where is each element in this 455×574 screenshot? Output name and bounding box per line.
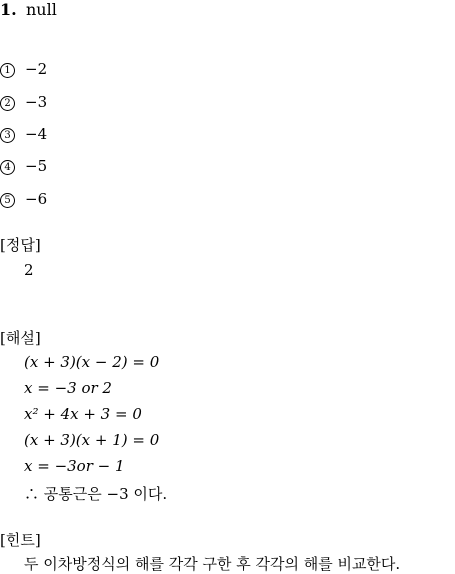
choice-value: −4: [25, 125, 48, 143]
hint-label: [힌트]: [0, 531, 41, 549]
solution-line-1: (x + 3)(x − 2) = 0: [24, 353, 160, 371]
solution-line-4: (x + 3)(x + 1) = 0: [24, 431, 160, 449]
choice-value: −2: [25, 60, 48, 78]
choice-value: −6: [25, 190, 48, 208]
circled-number-5: 5: [0, 193, 15, 208]
solution-line-5: x = −3or − 1: [24, 457, 125, 475]
solution-label: [해설]: [0, 329, 41, 347]
circled-number-4: 4: [0, 160, 15, 175]
choice-4[interactable]: [0, 157, 47, 176]
circled-number-1: 1: [0, 63, 15, 78]
solution-line-2: x = −3 or 2: [24, 379, 112, 397]
circled-number-2: 2: [0, 96, 15, 111]
hint-text: 두 이차방정식의 해를 각각 구한 후 각각의 해를 비교한다.: [24, 555, 401, 573]
question-text: null: [26, 0, 57, 19]
choice-3[interactable]: [0, 125, 47, 144]
answer-value: 2: [24, 261, 34, 279]
choice-1[interactable]: [0, 60, 47, 79]
question-number: 1.: [0, 0, 17, 19]
answer-label: [정답]: [0, 236, 41, 254]
choice-5[interactable]: [0, 190, 47, 209]
solution-line-3: x² + 4x + 3 = 0: [24, 405, 142, 423]
choice-value: −5: [25, 157, 48, 175]
choice-value: −3: [25, 93, 48, 111]
circled-number-3: 3: [0, 128, 15, 143]
solution-conclusion: ∴ 공통근은 −3 이다.: [24, 485, 168, 503]
choice-2[interactable]: [0, 93, 47, 112]
